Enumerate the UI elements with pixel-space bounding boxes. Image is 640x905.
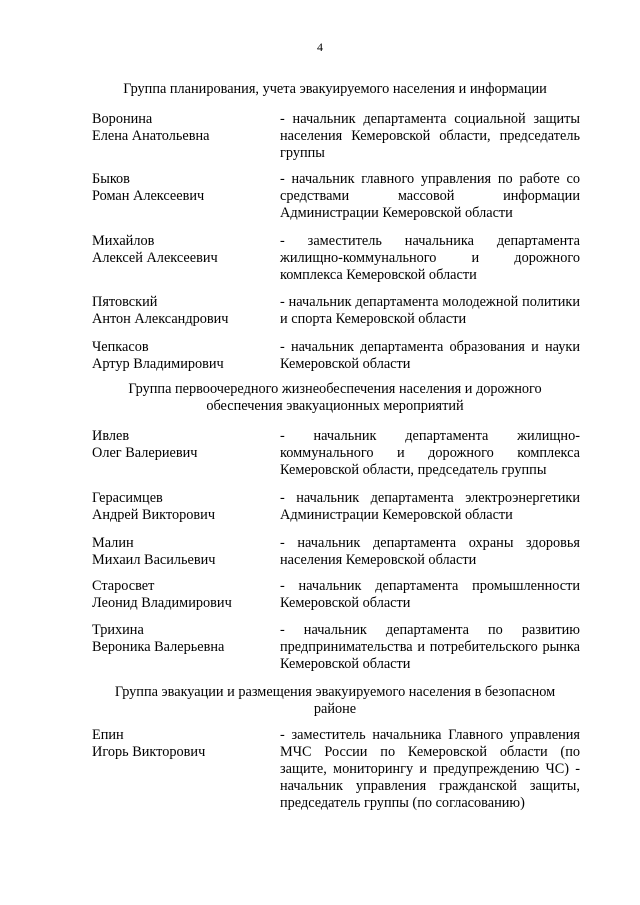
member-surname: Старосвет <box>92 578 155 594</box>
member-role: - начальник главного управления по работе со средствами массовой информации Администрации Кемеровской области <box>280 171 580 221</box>
member-given-name: Артур Владимирович <box>92 356 224 372</box>
member-role: - начальник департамента молодежной политики и спорта Кемеровской области <box>280 294 580 327</box>
member-surname: Епин <box>92 727 124 743</box>
member-role: - начальник департамента электроэнергетики Администрации Кемеровской области <box>280 490 580 523</box>
member-name <box>92 111 272 145</box>
group-heading-line: районе <box>313 701 357 717</box>
member-name <box>92 578 272 612</box>
group-heading-line: Группа эвакуации и размещения эвакуируемого населения в безопасном <box>114 684 556 700</box>
member-given-name: Игорь Викторович <box>92 744 206 760</box>
member-given-name: Леонид Владимирович <box>92 595 232 611</box>
member-name <box>92 339 272 373</box>
member-role: - начальник департамента образования и науки Кемеровской области <box>280 339 580 372</box>
group-heading-line: обеспечения эвакуационных мероприятий <box>206 398 464 414</box>
member-name <box>92 535 272 569</box>
member-role: - заместитель начальника департамента жилищно-коммунального и дорожного комплекса Кемеровской области <box>280 233 580 283</box>
member-given-name: Антон Александрович <box>92 311 229 327</box>
member-role: - начальник департамента жилищно-коммунального и дорожного комплекса Кемеровской области, председатель группы <box>280 428 580 478</box>
member-role: - начальник департамента промышленности Кемеровской области <box>280 578 580 611</box>
page-number: 4 <box>317 40 323 54</box>
group-heading-line: Группа первоочередного жизнеобеспечения населения и дорожного <box>128 381 542 397</box>
member-surname: Пятовский <box>92 294 158 310</box>
group-heading-life-support <box>90 381 580 415</box>
member-surname: Воронина <box>92 111 153 127</box>
member-surname: Герасимцев <box>92 490 163 506</box>
member-name <box>92 727 272 761</box>
member-given-name: Алексей Алексеевич <box>92 250 218 266</box>
group-heading-planning: Группа планирования, учета эвакуируемого населения и информации <box>123 81 547 97</box>
member-name <box>92 490 272 524</box>
member-name <box>92 171 272 205</box>
member-surname: Ивлев <box>92 428 130 444</box>
group-heading-evacuation <box>90 684 580 718</box>
member-given-name: Роман Алексеевич <box>92 188 205 204</box>
member-name <box>92 622 272 656</box>
member-role: - начальник департамента социальной защиты населения Кемеровской области, председатель группы <box>280 111 580 161</box>
member-surname: Малин <box>92 535 134 551</box>
member-name <box>92 294 272 328</box>
member-role: - заместитель начальника Главного управления МЧС России по Кемеровской области (по защите, мониторингу и предупреждению ЧС) - начальник управления гражданской защиты, председатель группы (по согласованию) <box>280 727 580 811</box>
member-surname: Быков <box>92 171 130 187</box>
member-role: - начальник департамента по развитию предпринимательства и потребительского рынка Кемеровской области <box>280 622 580 672</box>
member-name <box>92 428 272 462</box>
member-surname: Трихина <box>92 622 144 638</box>
member-given-name: Михаил Васильевич <box>92 552 216 568</box>
member-given-name: Елена Анатольевна <box>92 128 210 144</box>
member-surname: Чепкасов <box>92 339 149 355</box>
member-given-name: Вероника Валерьевна <box>92 639 225 655</box>
member-given-name: Олег Валериевич <box>92 445 198 461</box>
member-role: - начальник департамента охраны здоровья населения Кемеровской области <box>280 535 580 568</box>
member-given-name: Андрей Викторович <box>92 507 216 523</box>
member-name <box>92 233 272 267</box>
member-surname: Михайлов <box>92 233 155 249</box>
